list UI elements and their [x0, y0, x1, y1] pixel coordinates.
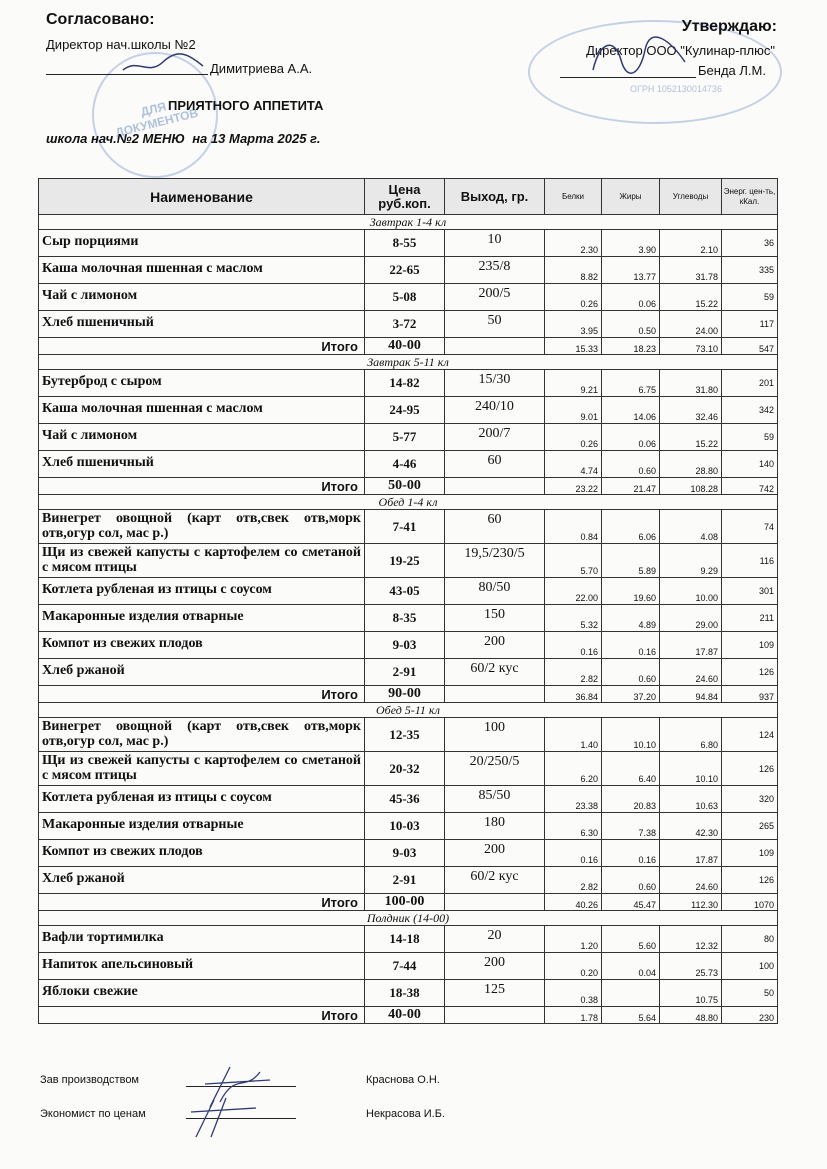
- item-price: 5-77: [365, 424, 445, 451]
- total-carbs: 108.28: [660, 478, 722, 495]
- total-fat: 5.64: [602, 1007, 660, 1024]
- total-row: [39, 1007, 778, 1024]
- item-protein: 5.32: [545, 605, 602, 632]
- item-yield: 180: [445, 813, 545, 840]
- right-stamp-text: ОГРН 1052130014736: [630, 84, 722, 94]
- item-carbs: 17.87: [660, 840, 722, 867]
- menu-item-row: [39, 605, 778, 632]
- item-price: 7-44: [365, 953, 445, 980]
- total-energy: 230: [722, 1007, 778, 1024]
- item-energy: 59: [722, 424, 778, 451]
- item-protein: 4.74: [545, 451, 602, 478]
- item-fat: 0.50: [602, 311, 660, 338]
- item-protein: 9.21: [545, 370, 602, 397]
- footer-role-1: Зав производством: [40, 1074, 139, 1086]
- item-fat: [602, 980, 660, 1007]
- item-price: 3-72: [365, 311, 445, 338]
- item-price: 5-08: [365, 284, 445, 311]
- item-fat: 0.04: [602, 953, 660, 980]
- item-carbs: 42.30: [660, 813, 722, 840]
- total-carbs: 94.84: [660, 686, 722, 703]
- menu-item-row: [39, 980, 778, 1007]
- section-row: [39, 355, 778, 370]
- menu-item-row: [39, 813, 778, 840]
- item-yield: 20: [445, 926, 545, 953]
- section-row: [39, 703, 778, 718]
- item-protein: 0.20: [545, 953, 602, 980]
- item-protein: 1.20: [545, 926, 602, 953]
- total-carbs: 73.10: [660, 338, 722, 355]
- total-price: 40-00: [365, 1007, 445, 1024]
- total-row: [39, 686, 778, 703]
- item-price: 19-25: [365, 544, 445, 578]
- item-yield: 200: [445, 632, 545, 659]
- item-carbs: 10.00: [660, 578, 722, 605]
- item-name: Напиток апельсиновый: [39, 953, 365, 980]
- item-yield: 60: [445, 510, 545, 544]
- menu-item-row: [39, 370, 778, 397]
- section-title: Полдник (14-00): [39, 911, 778, 926]
- item-yield: 60/2 кус: [445, 659, 545, 686]
- item-carbs: 2.10: [660, 230, 722, 257]
- item-energy: 301: [722, 578, 778, 605]
- menu-item-row: [39, 510, 778, 544]
- approved-name: Димитриева А.А.: [210, 61, 313, 76]
- item-protein: 6.30: [545, 813, 602, 840]
- item-carbs: 28.80: [660, 451, 722, 478]
- item-protein: 0.26: [545, 284, 602, 311]
- approve-role: Директор ООО "Кулинар-плюс": [586, 43, 775, 58]
- item-name: Хлеб пшеничный: [39, 451, 365, 478]
- total-energy: 742: [722, 478, 778, 495]
- item-energy: 126: [722, 752, 778, 786]
- total-carbs: 48.80: [660, 1007, 722, 1024]
- item-carbs: 10.75: [660, 980, 722, 1007]
- item-protein: 2.82: [545, 659, 602, 686]
- total-row: [39, 894, 778, 911]
- menu-item-row: [39, 544, 778, 578]
- item-name: Винегрет овощной (карт отв,свек отв,морк отв,огур сол, мас р.): [39, 510, 365, 544]
- total-protein: 36.84: [545, 686, 602, 703]
- item-energy: 80: [722, 926, 778, 953]
- item-protein: 0.38: [545, 980, 602, 1007]
- approved-role: Директор нач.школы №2: [46, 37, 196, 52]
- total-yield-empty: [445, 894, 545, 911]
- item-yield: 15/30: [445, 370, 545, 397]
- total-label: Итого: [39, 478, 365, 495]
- item-fat: 0.16: [602, 840, 660, 867]
- item-fat: 6.40: [602, 752, 660, 786]
- item-price: 4-46: [365, 451, 445, 478]
- item-price: 2-91: [365, 867, 445, 894]
- item-yield: 10: [445, 230, 545, 257]
- item-price: 24-95: [365, 397, 445, 424]
- total-protein: 15.33: [545, 338, 602, 355]
- item-energy: 59: [722, 284, 778, 311]
- item-energy: 117: [722, 311, 778, 338]
- item-fat: 6.75: [602, 370, 660, 397]
- item-fat: 13.77: [602, 257, 660, 284]
- item-fat: 0.06: [602, 284, 660, 311]
- item-price: 9-03: [365, 840, 445, 867]
- item-energy: 335: [722, 257, 778, 284]
- item-name: Котлета рубленая из птицы с соусом: [39, 578, 365, 605]
- item-yield: 100: [445, 718, 545, 752]
- item-fat: 14.06: [602, 397, 660, 424]
- total-price: 90-00: [365, 686, 445, 703]
- item-price: 12-35: [365, 718, 445, 752]
- item-yield: 125: [445, 980, 545, 1007]
- item-protein: 9.01: [545, 397, 602, 424]
- item-energy: 100: [722, 953, 778, 980]
- total-label: Итого: [39, 894, 365, 911]
- approved-title: Согласовано:: [46, 11, 155, 28]
- item-name: Хлеб ржаной: [39, 659, 365, 686]
- item-price: 2-91: [365, 659, 445, 686]
- total-fat: 37.20: [602, 686, 660, 703]
- item-fat: 0.06: [602, 424, 660, 451]
- menu-item-row: [39, 718, 778, 752]
- item-energy: 201: [722, 370, 778, 397]
- footer-role-2: Экономист по ценам: [40, 1108, 146, 1120]
- item-fat: 5.89: [602, 544, 660, 578]
- item-price: 18-38: [365, 980, 445, 1007]
- item-price: 8-55: [365, 230, 445, 257]
- total-price: 40-00: [365, 338, 445, 355]
- item-carbs: 9.29: [660, 544, 722, 578]
- menu-item-row: [39, 424, 778, 451]
- item-carbs: 31.78: [660, 257, 722, 284]
- menu-item-row: [39, 397, 778, 424]
- footer-signature-2: [186, 1092, 266, 1142]
- total-label: Итого: [39, 1007, 365, 1024]
- item-carbs: 32.46: [660, 397, 722, 424]
- menu-item-row: [39, 867, 778, 894]
- item-name: Макаронные изделия отварные: [39, 813, 365, 840]
- item-protein: 22.00: [545, 578, 602, 605]
- item-name: Яблоки свежие: [39, 980, 365, 1007]
- item-fat: 4.89: [602, 605, 660, 632]
- total-protein: 1.78: [545, 1007, 602, 1024]
- item-yield: 200/7: [445, 424, 545, 451]
- item-name: Чай с лимоном: [39, 424, 365, 451]
- menu-item-row: [39, 659, 778, 686]
- total-label: Итого: [39, 686, 365, 703]
- item-yield: 20/250/5: [445, 752, 545, 786]
- section-row: [39, 215, 778, 230]
- item-yield: 60/2 кус: [445, 867, 545, 894]
- item-energy: 211: [722, 605, 778, 632]
- total-protein: 23.22: [545, 478, 602, 495]
- total-energy: 547: [722, 338, 778, 355]
- item-carbs: 24.60: [660, 659, 722, 686]
- menu-item-row: [39, 752, 778, 786]
- header-name: Наименование: [39, 179, 365, 215]
- item-protein: 5.70: [545, 544, 602, 578]
- item-carbs: 10.10: [660, 752, 722, 786]
- item-protein: 0.16: [545, 632, 602, 659]
- item-price: 20-32: [365, 752, 445, 786]
- item-fat: 0.60: [602, 451, 660, 478]
- section-title: Обед 1-4 кл: [39, 495, 778, 510]
- total-fat: 18.23: [602, 338, 660, 355]
- item-fat: 10.10: [602, 718, 660, 752]
- item-energy: 50: [722, 980, 778, 1007]
- menu-item-row: [39, 230, 778, 257]
- item-price: 7-41: [365, 510, 445, 544]
- item-carbs: 10.63: [660, 786, 722, 813]
- header-fat: Жиры: [602, 179, 660, 215]
- item-name: Хлеб пшеничный: [39, 311, 365, 338]
- item-name: Хлеб ржаной: [39, 867, 365, 894]
- item-name: Макаронные изделия отварные: [39, 605, 365, 632]
- total-yield-empty: [445, 338, 545, 355]
- section-title: Обед 5-11 кл: [39, 703, 778, 718]
- item-fat: 0.60: [602, 867, 660, 894]
- item-fat: 6.06: [602, 510, 660, 544]
- item-fat: 0.16: [602, 632, 660, 659]
- section-row: [39, 495, 778, 510]
- item-energy: 320: [722, 786, 778, 813]
- item-energy: 126: [722, 867, 778, 894]
- item-protein: 1.40: [545, 718, 602, 752]
- item-name: Компот из свежих плодов: [39, 632, 365, 659]
- total-price: 100-00: [365, 894, 445, 911]
- item-yield: 50: [445, 311, 545, 338]
- item-price: 9-03: [365, 632, 445, 659]
- total-row: [39, 338, 778, 355]
- greeting: ПРИЯТНОГО АППЕТИТА: [168, 98, 324, 113]
- item-energy: 342: [722, 397, 778, 424]
- item-carbs: 4.08: [660, 510, 722, 544]
- total-yield-empty: [445, 478, 545, 495]
- item-carbs: 6.80: [660, 718, 722, 752]
- header-energy: Энерг. цен-ть, кКал.: [722, 179, 778, 215]
- item-energy: 116: [722, 544, 778, 578]
- menu-item-row: [39, 953, 778, 980]
- total-label: Итого: [39, 338, 365, 355]
- total-price: 50-00: [365, 478, 445, 495]
- item-yield: 19,5/230/5: [445, 544, 545, 578]
- item-energy: 109: [722, 632, 778, 659]
- section-row: [39, 911, 778, 926]
- total-protein: 40.26: [545, 894, 602, 911]
- menu-item-row: [39, 451, 778, 478]
- total-fat: 45.47: [602, 894, 660, 911]
- item-carbs: 25.73: [660, 953, 722, 980]
- total-energy: 937: [722, 686, 778, 703]
- header-yield: Выход, гр.: [445, 179, 545, 215]
- item-yield: 200: [445, 953, 545, 980]
- item-name: Винегрет овощной (карт отв,свек отв,морк отв,огур сол, мас р.): [39, 718, 365, 752]
- item-protein: 2.82: [545, 867, 602, 894]
- item-protein: 6.20: [545, 752, 602, 786]
- item-energy: 140: [722, 451, 778, 478]
- item-name: Компот из свежих плодов: [39, 840, 365, 867]
- item-price: 14-18: [365, 926, 445, 953]
- item-protein: 0.26: [545, 424, 602, 451]
- item-price: 8-35: [365, 605, 445, 632]
- item-carbs: 24.00: [660, 311, 722, 338]
- item-price: 22-65: [365, 257, 445, 284]
- item-price: 45-36: [365, 786, 445, 813]
- menu-item-row: [39, 257, 778, 284]
- menu-table: [38, 178, 778, 1024]
- item-yield: 60: [445, 451, 545, 478]
- item-energy: 126: [722, 659, 778, 686]
- item-fat: 19.60: [602, 578, 660, 605]
- item-name: Вафли тортимилка: [39, 926, 365, 953]
- section-title: Завтрак 1-4 кл: [39, 215, 778, 230]
- item-name: Чай с лимоном: [39, 284, 365, 311]
- menu-item-row: [39, 840, 778, 867]
- item-name: Каша молочная пшенная с маслом: [39, 257, 365, 284]
- item-yield: 80/50: [445, 578, 545, 605]
- left-stamp-text: ДЛЯ ДОКУМЕНТОВ: [113, 99, 200, 140]
- item-carbs: 24.60: [660, 867, 722, 894]
- item-protein: 2.30: [545, 230, 602, 257]
- item-yield: 200: [445, 840, 545, 867]
- footer-name-1: Краснова О.Н.: [366, 1074, 440, 1086]
- total-row: [39, 478, 778, 495]
- item-protein: 0.16: [545, 840, 602, 867]
- item-energy: 36: [722, 230, 778, 257]
- header-protein: Белки: [545, 179, 602, 215]
- item-carbs: 15.22: [660, 284, 722, 311]
- item-carbs: 15.22: [660, 424, 722, 451]
- item-name: Котлета рубленая из птицы с соусом: [39, 786, 365, 813]
- footer-name-2: Некрасова И.Б.: [366, 1108, 445, 1120]
- menu-item-row: [39, 311, 778, 338]
- total-yield-empty: [445, 686, 545, 703]
- item-name: Каша молочная пшенная с маслом: [39, 397, 365, 424]
- menu-item-row: [39, 632, 778, 659]
- total-carbs: 112.30: [660, 894, 722, 911]
- item-carbs: 29.00: [660, 605, 722, 632]
- item-price: 14-82: [365, 370, 445, 397]
- menu-item-row: [39, 578, 778, 605]
- header-carbs: Углеводы: [660, 179, 722, 215]
- item-protein: 23.38: [545, 786, 602, 813]
- item-price: 43-05: [365, 578, 445, 605]
- item-energy: 74: [722, 510, 778, 544]
- menu-subtitle: школа нач.№2 МЕНЮ на 13 Марта 2025 г.: [46, 131, 321, 146]
- total-energy: 1070: [722, 894, 778, 911]
- item-carbs: 17.87: [660, 632, 722, 659]
- item-name: Бутерброд с сыром: [39, 370, 365, 397]
- approve-title: Утверждаю:: [681, 18, 777, 35]
- item-energy: 109: [722, 840, 778, 867]
- item-yield: 235/8: [445, 257, 545, 284]
- item-fat: 5.60: [602, 926, 660, 953]
- item-yield: 85/50: [445, 786, 545, 813]
- menu-body: [39, 215, 778, 1024]
- item-energy: 124: [722, 718, 778, 752]
- menu-item-row: [39, 926, 778, 953]
- item-yield: 150: [445, 605, 545, 632]
- item-energy: 265: [722, 813, 778, 840]
- item-protein: 0.84: [545, 510, 602, 544]
- item-protein: 8.82: [545, 257, 602, 284]
- item-name: Щи из свежей капусты с картофелем со сметаной с мясом птицы: [39, 544, 365, 578]
- table-header-row: [39, 179, 778, 215]
- header-price: Цена руб.коп.: [365, 179, 445, 215]
- approve-name: Бенда Л.М.: [698, 63, 766, 78]
- item-yield: 200/5: [445, 284, 545, 311]
- section-title: Завтрак 5-11 кл: [39, 355, 778, 370]
- menu-item-row: [39, 786, 778, 813]
- item-price: 10-03: [365, 813, 445, 840]
- item-yield: 240/10: [445, 397, 545, 424]
- item-fat: 0.60: [602, 659, 660, 686]
- approved-signature: [118, 48, 208, 78]
- item-name: Щи из свежей капусты с картофелем со сметаной с мясом птицы: [39, 752, 365, 786]
- item-fat: 7.38: [602, 813, 660, 840]
- menu-item-row: [39, 284, 778, 311]
- item-fat: 20.83: [602, 786, 660, 813]
- approve-signature: [585, 30, 695, 80]
- item-fat: 3.90: [602, 230, 660, 257]
- item-name: Сыр порциями: [39, 230, 365, 257]
- total-fat: 21.47: [602, 478, 660, 495]
- item-carbs: 31.80: [660, 370, 722, 397]
- item-carbs: 12.32: [660, 926, 722, 953]
- total-yield-empty: [445, 1007, 545, 1024]
- item-protein: 3.95: [545, 311, 602, 338]
